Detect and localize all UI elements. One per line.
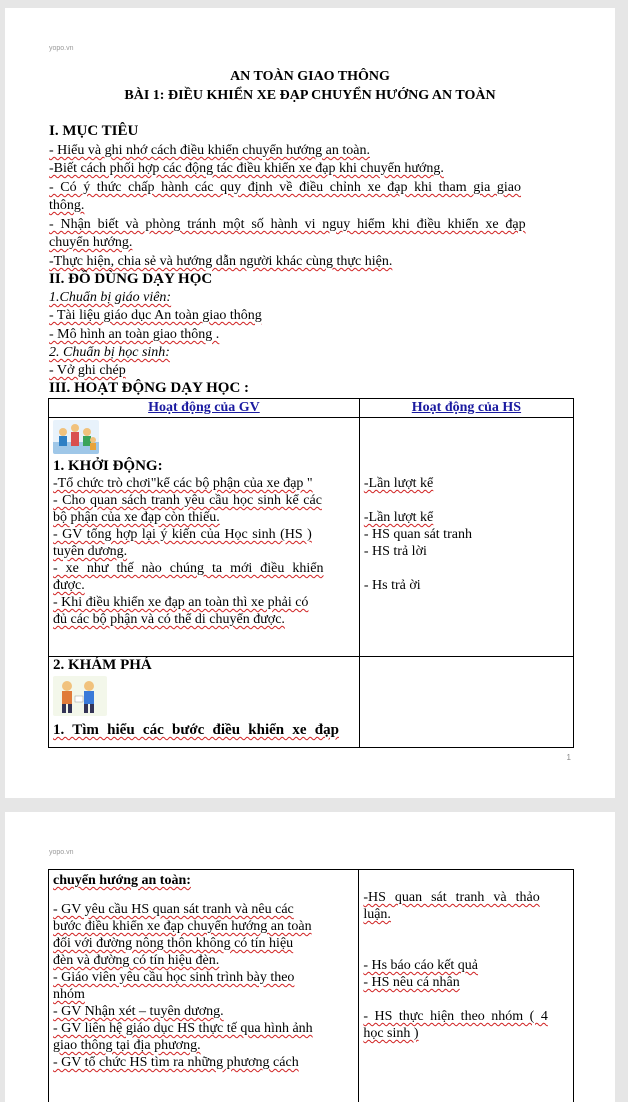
activities-table <box>48 398 574 748</box>
hs-line: - HS quan sát tranh <box>364 526 569 543</box>
material-item: - Vở ghi chép <box>49 362 126 379</box>
objective-line: thông. <box>49 197 84 214</box>
hs-line: học sinh ) <box>363 1025 569 1042</box>
row2-teacher-cell <box>49 657 360 748</box>
hs-line: - HS thực hiện theo nhóm ( 4 <box>363 1008 569 1025</box>
gv-line: - Khi điều khiển xe đạp an toàn thì xe phải có <box>53 594 355 611</box>
hs-line: - HS trả lời <box>364 543 569 560</box>
gv-line: bước điều khiển xe đạp chuyển hướng an toàn <box>53 918 354 935</box>
row1-title: 1. KHỞI ĐỘNG: <box>53 458 355 475</box>
gv-line: được. <box>53 577 355 594</box>
row2-title: 2. KHÁM PHÁ <box>53 657 355 674</box>
row1-teacher-cell <box>49 418 360 657</box>
children-illustration <box>53 676 107 716</box>
gv-title: chuyển hướng an toàn: <box>53 872 354 889</box>
col-header-teacher: Hoạt động của GV <box>49 399 360 418</box>
page-number: 1 <box>567 753 571 762</box>
objective-line: chuyển hướng. <box>49 234 132 251</box>
document-page-2 <box>5 812 615 1102</box>
gv-line: đèn và đường có tín hiệu đèn. <box>53 952 354 969</box>
gv-line: -Tổ chức trò chơi"kể các bộ phận của xe đạp " <box>53 475 355 492</box>
material-item: - Tài liệu giáo dục An toàn giao thông <box>49 307 262 324</box>
page-header: yopo.vn <box>49 45 74 52</box>
gv-line: - xe như thế nào chúng ta mới điều khiển <box>53 560 355 577</box>
doc-subtitle: BÀI 1: ĐIỀU KHIỂN XE ĐẠP CHUYỂN HƯỚNG AN TOÀN <box>5 87 615 104</box>
gv-line: - GV tổ chức HS tìm ra những phương cách <box>53 1054 354 1071</box>
objective-line: - Nhận biết và phòng tránh một số hành vi nguy hiểm khi điều khiển xe đạp <box>49 216 526 233</box>
document-page-1 <box>5 8 615 798</box>
activities-table-continued <box>48 869 574 1102</box>
gv-line: - GV tổng hợp lại ý kiến của Học sinh (HS ) <box>53 526 355 543</box>
gv-line: - GV Nhận xét – tuyên dương. <box>53 1003 354 1020</box>
hs-line: -Lần lượt kể <box>364 509 569 526</box>
objective-line: -Biết cách phối hợp các động tác điều khiển xe đạp khi chuyển hướng. <box>49 160 444 177</box>
subheading-teacher: 1.Chuẩn bị giáo viên: <box>49 289 171 306</box>
hs-line: - HS nêu cá nhân <box>363 974 569 991</box>
subheading-student: 2. Chuẩn bị học sinh: <box>49 344 170 361</box>
row2-student-cell <box>359 657 573 748</box>
gv-line: bộ phận của xe đạp còn thiếu. <box>53 509 355 526</box>
gv-line: đối với đường nông thôn không có tín hiệu <box>53 935 354 952</box>
gv-line: - GV liên hệ giáo dục HS thực tế qua hình ảnh <box>53 1020 354 1037</box>
teacher-cell <box>49 870 359 1102</box>
objective-line: - Hiểu và ghi nhớ cách điều khiển chuyển hướng an toàn. <box>49 142 370 159</box>
objective-line: -Thực hiện, chia sẻ và hướng dẫn người khác cùng thực hiện. <box>49 253 392 270</box>
page-header: yopo.vn <box>49 849 74 856</box>
hs-line: luận. <box>363 906 569 923</box>
gv-line: - Giáo viên yêu cầu học sinh trình bày theo <box>53 969 354 986</box>
section-heading-activities: III. HOẠT ĐỘNG DẠY HỌC : <box>49 380 249 397</box>
doc-title: AN TOÀN GIAO THÔNG <box>5 68 615 85</box>
gv-line: đủ các bộ phận và có thể di chuyển được. <box>53 611 355 628</box>
gv-line: - GV yêu cầu HS quan sát tranh và nêu các <box>53 901 354 918</box>
hs-line: - Hs trả ời <box>364 577 569 594</box>
student-cell <box>359 870 574 1102</box>
gv-line: - Cho quan sách tranh yêu cầu học sinh kể các <box>53 492 355 509</box>
section-heading-objectives: I. MỤC TIÊU <box>49 123 138 140</box>
gv-line: tuyên dương. <box>53 543 355 560</box>
gv-line: giao thông tại địa phương. <box>53 1037 354 1054</box>
hs-line: - Hs báo cáo kết quả <box>363 957 569 974</box>
objective-line: - Có ý thức chấp hành các quy định về điều chỉnh xe đạp khi tham gia giao <box>49 179 521 196</box>
section-heading-materials: II. ĐỒ DÙNG DẠY HỌC <box>49 271 212 288</box>
col-header-student: Hoạt động của HS <box>359 399 573 418</box>
hs-line: -Lần lượt kể <box>364 475 569 492</box>
hs-line: -HS quan sát tranh và thảo <box>363 889 569 906</box>
row2-subtitle: 1. Tìm hiểu các bước điều khiển xe đạp <box>53 722 355 739</box>
material-item: - Mô hình an toàn giao thông . <box>49 326 219 343</box>
row1-student-cell <box>359 418 573 657</box>
gv-line: nhóm <box>53 986 354 1003</box>
classroom-illustration <box>53 420 99 454</box>
